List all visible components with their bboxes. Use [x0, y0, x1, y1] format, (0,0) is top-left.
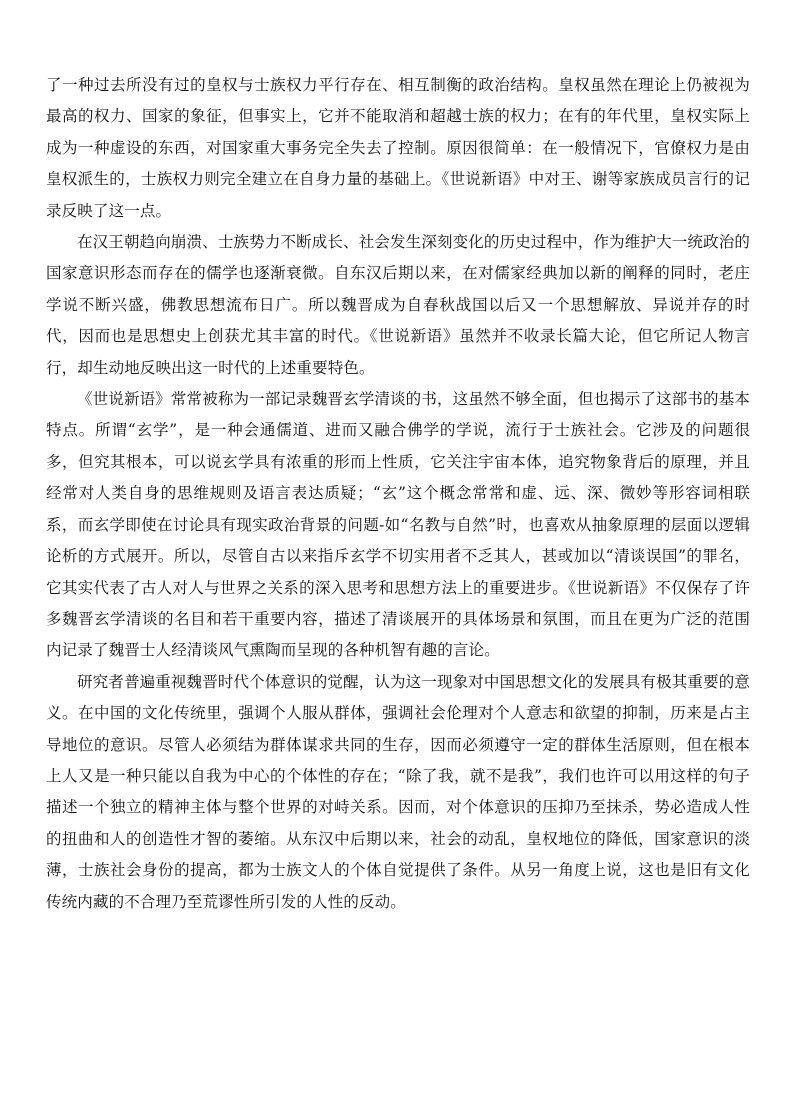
- paragraph-confucianism-decline: 在汉王朝趋向崩溃、士族势力不断成长、社会发生深刻变化的历史过程中，作为维护大一统政治的国家意识形态而存在的儒学也逐渐衰微。自东汉后期以来，在对儒家经典加以新的阐释的同时，老庄学说不断兴盛，佛教思想流布日广。所以魏晋成为自春秋战国以后又一个思想解放、异说并存的时代，因而也是思想史上创获尤其丰富的时代。《世说新语》虽然并不收录长篇大论，但它所记人物言行，却生动地反映出这一时代的上述重要特色。: [46, 233, 750, 377]
- document-page: [46, 70, 750, 918]
- paragraph-continuation: 了一种过去所没有过的皇权与士族权力平行存在、相互制衡的政治结构。皇权虽然在理论上仍被视为最高的权力、国家的象征，但事实上，它并不能取消和超越士族的权力；在有的年代里，皇权实际上成为一种虚设的东西，对国家重大事务完全失去了控制。原因很简单：在一般情况下，官僚权力是由皇权派生的，士族权力则完全建立在自身力量的基础上。《世说新语》中对王、谢等家族成员言行的记录反映了这一点。: [46, 76, 750, 220]
- paragraph-xuanxue: 《世说新语》常常被称为一部记录魏晋玄学清谈的书，这虽然不够全面，但也揭示了这部书的基本特点。所谓“玄学”，是一种会通儒道、进而又融合佛学的学说，流行于士族社会。它涉及的问题很多，但究其根本，可以说玄学具有浓重的形而上性质，它关注宇宙本体，追究物象背后的原理，并且经常对人类自身的思维规则及语言表达质疑；“玄”这个概念常常和虚、远、深、微妙等形容词相联系，而玄学即使在讨论具有现实政治背景的问题-如“名教与自然”时，也喜欢从抽象原理的层面以逻辑论析的方式展开。所以，尽管自古以来指斥玄学不切实用者不乏其人，甚或加以“清谈误国”的罪名，它其实代表了古人对人与世界之关系的深入思考和思想方法上的重要进步。《世说新语》不仅保存了许多魏晋玄学清谈的名目和若干重要内容，描述了清谈展开的具体场景和氛围，而且在更为广泛的范围内记录了魏晋士人经清谈风气熏陶而呈现的各种机智有趣的言论。: [46, 390, 750, 660]
- paragraph-individual-consciousness: 研究者普遍重视魏晋时代个体意识的觉醒，认为这一现象对中国思想文化的发展具有极其重要的意义。在中国的文化传统里，强调个人服从群体，强调社会伦理对个人意志和欲望的抑制，历来是占主导地位的意识。尽管人必须结为群体谋求共同的生存，因而必须遵守一定的群体生活原则，但在根本上人又是一种只能以自我为中心的个体性的存在；“除了我，就不是我”，我们也许可以用这样的句子描述一个独立的精神主体与整个世界的对峙关系。因而，对个体意识的压抑乃至抹杀，势必造成人性的扭曲和人的创造性才智的萎缩。从东汉中后期以来，社会的动乱，皇权地位的降低，国家意识的淡薄，士族社会身份的提高，都为士族文人的个体自觉提供了条件。从另一角度上说，这也是旧有文化传统内藏的不合理乃至荒谬性所引发的人性的反动。: [46, 672, 750, 911]
